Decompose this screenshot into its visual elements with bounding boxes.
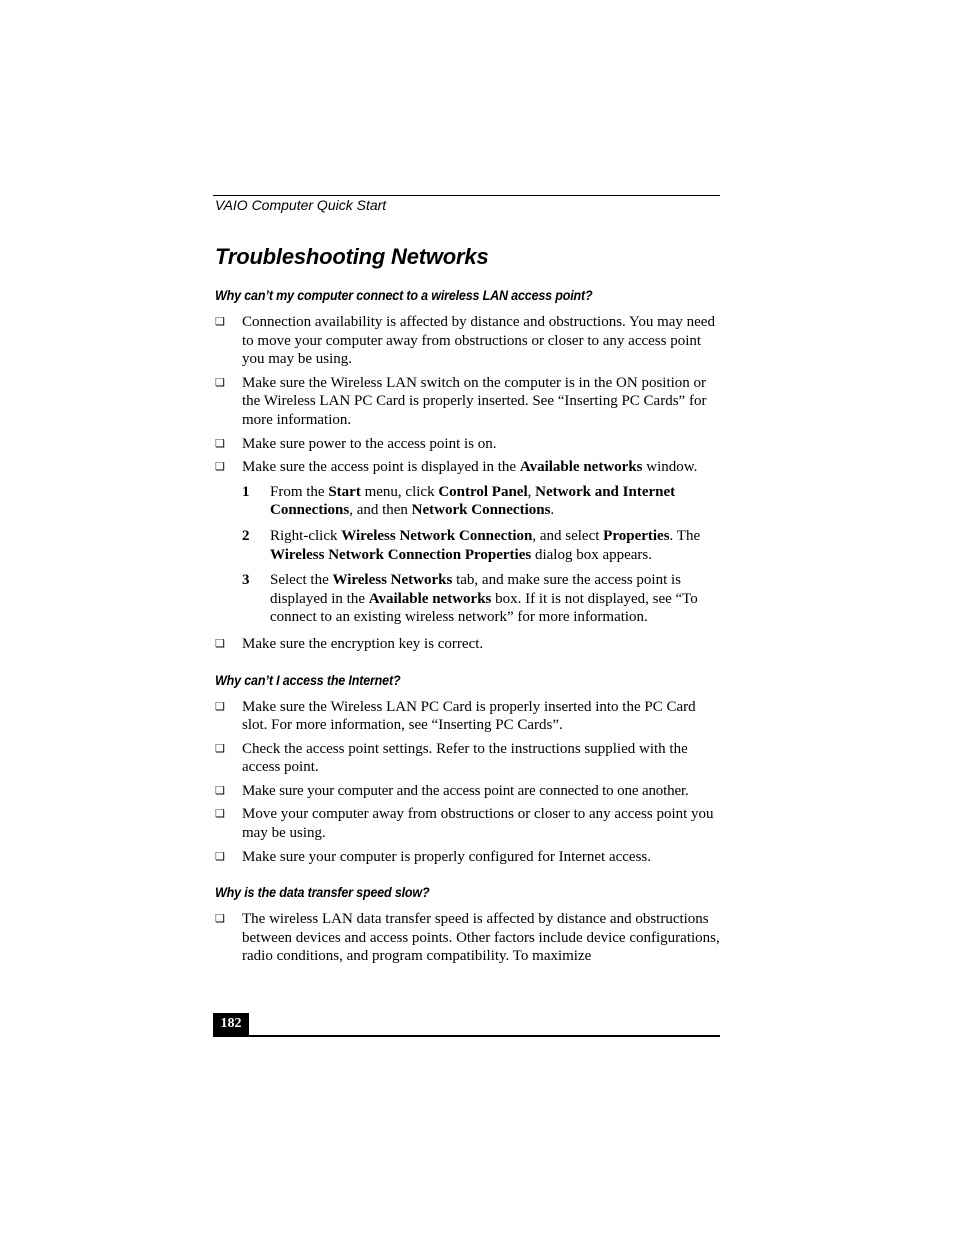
list-item: [215, 458, 721, 477]
list-item-text: Make sure the Wireless LAN switch on the computer is in the ON position or the Wireless LAN PC Card is properly inserted. See “Inserting PC Cards” for more information.: [242, 374, 707, 428]
list-item-text: Make sure the access point is displayed in the Available networks window.: [242, 459, 698, 476]
list-item-text: Make sure power to the access point is on.: [242, 435, 497, 452]
list-item-text: The wireless LAN data transfer speed is affected by distance and obstructions between devices and access points. Other factors include device configurations, radio conditions, and program compatibility. To maximize: [242, 911, 720, 965]
checkbox-bullet-icon: ❑: [215, 316, 225, 328]
checkbox-bullet-icon: ❑: [215, 637, 225, 650]
running-header: VAIO Computer Quick Start: [215, 197, 387, 213]
list-item-text: Make sure your computer is properly configured for Internet access.: [242, 848, 652, 865]
step-number: 1: [242, 483, 250, 500]
checkbox-bullet-icon: ❑: [215, 376, 225, 389]
question-heading: Why is the data transfer speed slow?: [215, 885, 430, 901]
page-content: [215, 288, 721, 985]
checkbox-bullet-icon: ❑: [215, 808, 225, 821]
list-item-text: Connection availability is affected by distance and obstructions. You may need to move your computer away from obstructions or closer to any access point you may be using.: [242, 314, 715, 368]
checkbox-bullet-icon: ❑: [215, 700, 225, 713]
list-item-text: Check the access point settings. Refer to the instructions supplied with the access point.: [242, 740, 688, 776]
list-item: [215, 782, 721, 801]
list-item-text: Make sure your computer and the access point are connected to one another.: [242, 782, 689, 799]
step-item: [242, 571, 721, 627]
checkbox-bullet-icon: ❑: [215, 784, 225, 797]
question-heading: Why can’t my computer connect to a wireless LAN access point?: [215, 288, 593, 303]
checkbox-bullet-icon: ❑: [215, 850, 225, 863]
step-number: 3: [242, 572, 250, 589]
checkbox-bullet-icon: ❑: [215, 742, 225, 755]
list-item: [215, 805, 721, 842]
header-rule: [213, 195, 720, 196]
question-heading: Why can’t I access the Internet?: [215, 672, 401, 688]
list-item: [215, 374, 721, 430]
checkbox-bullet-icon: ❑: [215, 913, 225, 926]
page-number: 182: [213, 1013, 249, 1035]
list-item: [215, 910, 721, 966]
list-item: [215, 635, 721, 654]
numbered-steps: [242, 483, 721, 627]
step-text: Select the Wireless Networks tab, and make sure the access point is displayed in the Available networks box. If it is not displayed, see “To connect to an existing wireless network” for more information.: [270, 572, 698, 626]
step-number: 2: [242, 527, 250, 544]
step-text: From the Start menu, click Control Panel, Network and Internet Connections, and then Network Connections.: [270, 483, 676, 519]
step-text: Right-click Wireless Network Connection, and select Properties. The Wireless Network Connection Properties dialog box appears.: [270, 527, 701, 563]
step-item: [242, 527, 721, 564]
list-item-text: Make sure the encryption key is correct.: [242, 635, 484, 652]
checkbox-bullet-icon: ❑: [215, 461, 225, 474]
list-item: [215, 313, 721, 369]
section-transfer-speed: [215, 885, 721, 966]
step-item: [242, 483, 721, 520]
list-item: [215, 740, 721, 777]
footer-rule: [213, 1035, 720, 1037]
list-item: [215, 435, 721, 454]
list-item: [215, 698, 721, 735]
page-title: Troubleshooting Networks: [215, 244, 489, 269]
checkbox-bullet-icon: ❑: [215, 437, 225, 450]
section-wireless-connect: [215, 288, 721, 654]
list-item-text: Make sure the Wireless LAN PC Card is properly inserted into the PC Card slot. For more information, see “Inserting PC Cards”.: [242, 698, 696, 734]
section-internet-access: [215, 673, 721, 867]
list-item: [215, 848, 721, 867]
list-item-text: Move your computer away from obstructions or closer to any access point you may be using.: [242, 806, 714, 842]
